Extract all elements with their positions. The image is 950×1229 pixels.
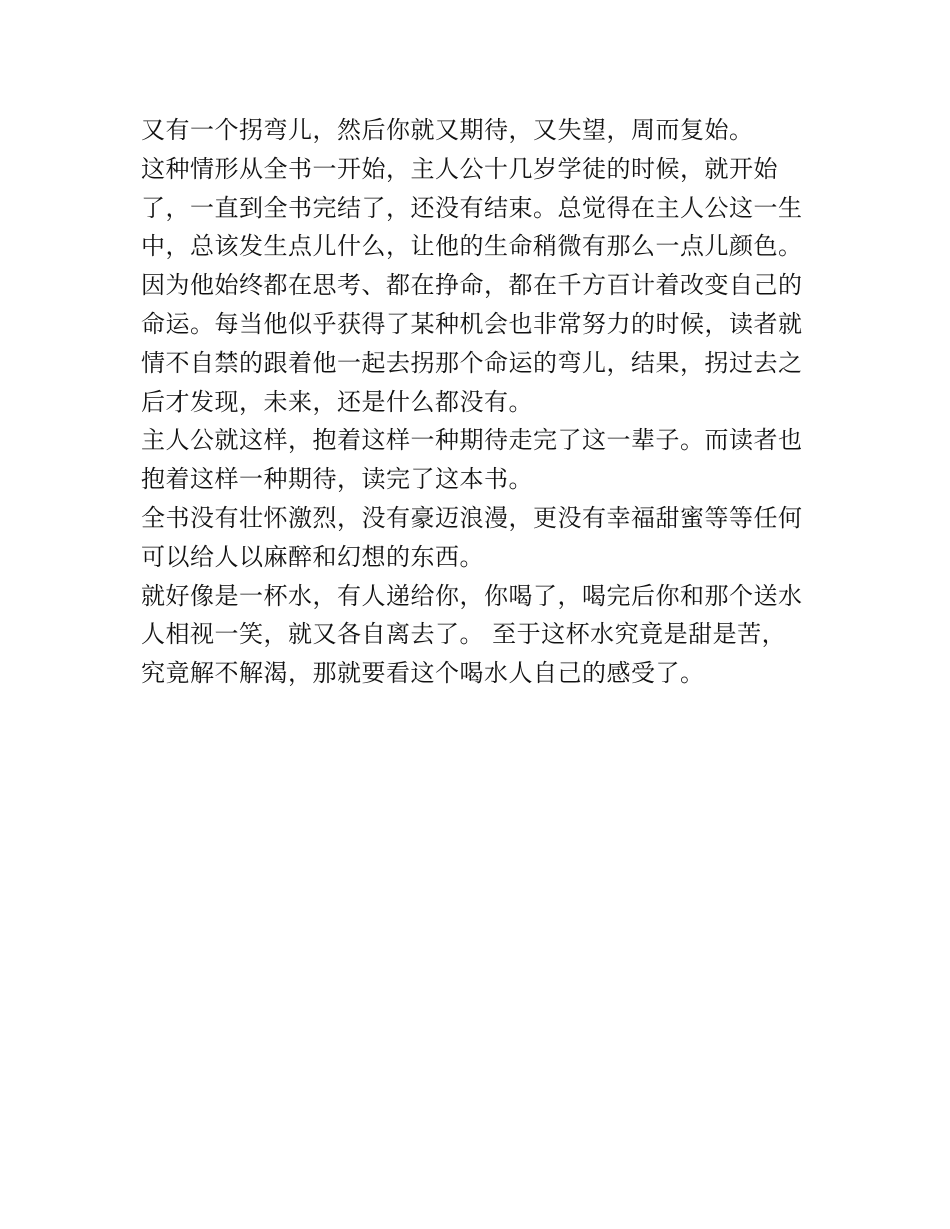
text-line-9: 主人公就这样，抱着这样一种期待走完了这一辈子。而读者也 bbox=[141, 426, 803, 455]
body-text bbox=[141, 111, 821, 693]
text-line-15: 究竟解不解渴，那就要看这个喝水人自己的感受了。 bbox=[141, 659, 705, 688]
text-line-11: 全书没有壮怀激烈，没有豪迈浪漫，更没有幸福甜蜜等等任何 bbox=[141, 503, 803, 532]
text-line-2: 这种情形从全书一开始，主人公十几岁学徒的时候，就开始 bbox=[141, 154, 778, 183]
text-line-10: 抱着这样一种期待，读完了这本书。 bbox=[141, 465, 533, 494]
text-line-4: 中，总该发生点儿什么，让他的生命稍微有那么一点儿颜色。 bbox=[141, 232, 803, 261]
text-line-6: 命运。每当他似乎获得了某种机会也非常努力的时候，读者就 bbox=[141, 309, 803, 338]
text-line-3: 了，一直到全书完结了，还没有结束。总觉得在主人公这一生 bbox=[141, 193, 803, 222]
text-line-8: 后才发现，未来，还是什么都没有。 bbox=[141, 387, 533, 416]
text-line-14: 人相视一笑，就又各自离去了。 至于这杯水究竟是甜是苦， bbox=[141, 620, 787, 649]
text-line-7: 情不自禁的跟着他一起去拐那个命运的弯儿，结果，拐过去之 bbox=[141, 348, 803, 377]
text-line-13: 就好像是一杯水，有人递给你，你喝了，喝完后你和那个送水 bbox=[141, 581, 803, 610]
text-line-5: 因为他始终都在思考、都在挣命，都在千方百计着改变自己的 bbox=[141, 271, 803, 300]
text-line-1: 又有一个拐弯儿，然后你就又期待，又失望，周而复始。 bbox=[141, 116, 754, 144]
text-line-12: 可以给人以麻醉和幻想的东西。 bbox=[141, 542, 484, 571]
